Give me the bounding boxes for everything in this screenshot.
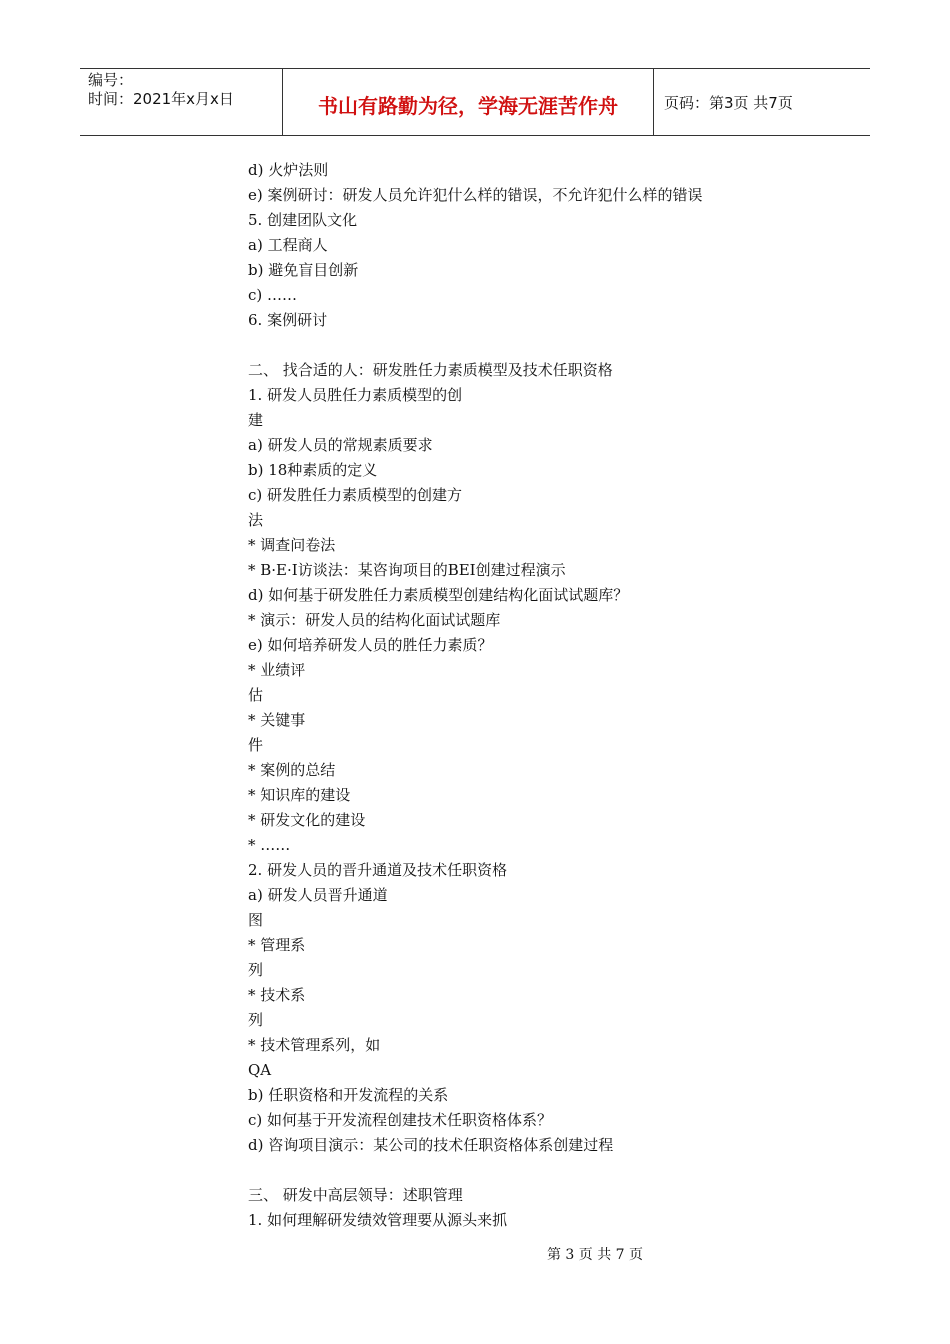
text-line: 法: [248, 511, 264, 529]
text-line: * 技术系: [248, 986, 306, 1004]
text-line: a) 研发人员晋升通道: [248, 886, 388, 904]
header-page-number: 页码：第3页 共7页: [664, 93, 793, 112]
number-label: 编号：: [88, 71, 134, 89]
text-line: * 管理系: [248, 936, 306, 954]
page-footer: 第 3 页 共 7 页: [546, 1247, 644, 1263]
text-line: 1. 研发人员胜任力素质模型的创: [248, 386, 463, 404]
header-motto: 书山有路勤为径，学海无涯苦作舟: [283, 69, 654, 135]
text-line: * 知识库的建设: [248, 786, 351, 804]
text-line: * 案例的总结: [248, 761, 336, 779]
text-line: QA: [248, 1061, 272, 1079]
text-line: d) 火炉法则: [248, 161, 329, 179]
text-line: c) 如何基于开发流程创建技术任职资格体系？: [248, 1111, 553, 1129]
text-line: 1. 如何理解研发绩效管理要从源头来抓: [248, 1211, 508, 1229]
text-line: 2. 研发人员的晋升通道及技术任职资格: [248, 861, 508, 879]
text-line: 建: [248, 411, 264, 429]
text-line: 二、 找合适的人：研发胜任力素质模型及技术任职资格: [248, 361, 613, 379]
text-line: * 演示：研发人员的结构化面试试题库: [248, 611, 501, 629]
text-line: * B·E·I访谈法：某咨询项目的BEI创建过程演示: [248, 561, 566, 579]
text-line: b) 18种素质的定义: [248, 461, 378, 479]
text-line: 估: [248, 686, 264, 704]
text-line: 列: [248, 1011, 264, 1029]
header-meta: [80, 69, 283, 135]
text-line: d) 咨询项目演示：某公司的技术任职资格体系创建过程: [248, 1136, 614, 1154]
text-line: e) 案例研讨：研发人员允许犯什么样的错误，不允许犯什么样的错误: [248, 186, 703, 204]
text-line: 5. 创建团队文化: [248, 211, 358, 229]
text-line: d) 如何基于研发胜任力素质模型创建结构化面试试题库？: [248, 586, 629, 604]
text-line: c) ……: [248, 286, 298, 304]
text-line: b) 避免盲目创新: [248, 261, 359, 279]
blank-line: [248, 333, 808, 358]
text-line: 图: [248, 911, 264, 929]
time-label: 时间：2021年x月x日: [88, 90, 234, 108]
document-body: [248, 158, 808, 1233]
text-line: * 调查问卷法: [248, 536, 336, 554]
text-line: 列: [248, 961, 264, 979]
text-line: * 技术管理系列，如: [248, 1036, 381, 1054]
text-line: * ……: [248, 836, 291, 854]
text-line: 三、 研发中高层领导：述职管理: [248, 1186, 463, 1204]
text-line: b) 任职资格和开发流程的关系: [248, 1086, 449, 1104]
text-line: 件: [248, 736, 264, 754]
text-line: c) 研发胜任力素质模型的创建方: [248, 486, 463, 504]
text-line: a) 工程商人: [248, 236, 328, 254]
page-header: [80, 68, 870, 136]
text-line: * 研发文化的建设: [248, 811, 366, 829]
text-line: * 业绩评: [248, 661, 306, 679]
text-line: e) 如何培养研发人员的胜任力素质？: [248, 636, 493, 654]
text-line: 6. 案例研讨: [248, 311, 328, 329]
blank-line: [248, 1158, 808, 1183]
text-line: * 关键事: [248, 711, 306, 729]
text-line: a) 研发人员的常规素质要求: [248, 436, 433, 454]
